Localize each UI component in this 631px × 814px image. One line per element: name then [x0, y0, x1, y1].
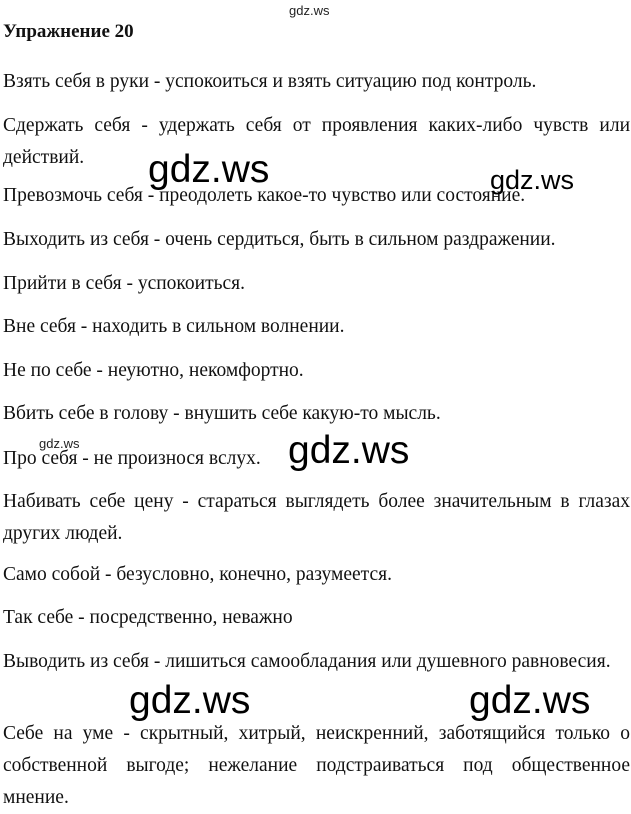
watermark-top: gdz.ws	[289, 3, 330, 18]
paragraph-2: Сдержать себя - удержать себя от проявления каких-либо чувств или действий.	[3, 115, 630, 168]
paragraph-14: Себе на уме - скрытный, хитрый, неискренний, заботящийся только о собственной выгоде; нежелание подстраиваться под общественное мнение.	[3, 723, 630, 808]
paragraph-8: Вбить себе в голову - внушить себе какую-то мысль.	[3, 403, 441, 424]
watermark-4: gdz.ws	[288, 429, 410, 472]
paragraph-12: Так себе - посредственно, неважно	[3, 607, 293, 628]
paragraph-13: Выводить из себя - лишиться самообладания или душевного равновесия.	[3, 651, 611, 672]
watermark-5: gdz.ws	[129, 679, 251, 722]
watermark-2: gdz.ws	[490, 165, 575, 195]
paragraph-6: Вне себя - находить в сильном волнении.	[3, 316, 345, 337]
watermark-6: gdz.ws	[469, 679, 591, 722]
watermark-3: gdz.ws	[39, 436, 80, 451]
watermark-1: gdz.ws	[148, 148, 270, 191]
paragraph-4: Выходить из себя - очень сердиться, быть в сильном раздражении.	[3, 229, 556, 250]
paragraph-5: Прийти в себя - успокоиться.	[3, 273, 245, 294]
exercise-title: Упражнение 20	[3, 21, 134, 42]
paragraph-7: Не по себе - неуютно, некомфортно.	[3, 360, 304, 381]
paragraph-1: Взять себя в руки - успокоиться и взять ситуацию под контроль.	[3, 71, 537, 92]
paragraph-3: Превозмочь себя - преодолеть какое-то чувство или состояние.	[3, 185, 526, 206]
paragraph-11: Само собой - безусловно, конечно, разумеется.	[3, 564, 392, 585]
paragraph-10: Набивать себе цену - стараться выглядеть более значительным в глазах других людей.	[3, 491, 630, 544]
paragraph-9: Про себя - не произнося вслух.	[3, 448, 261, 469]
